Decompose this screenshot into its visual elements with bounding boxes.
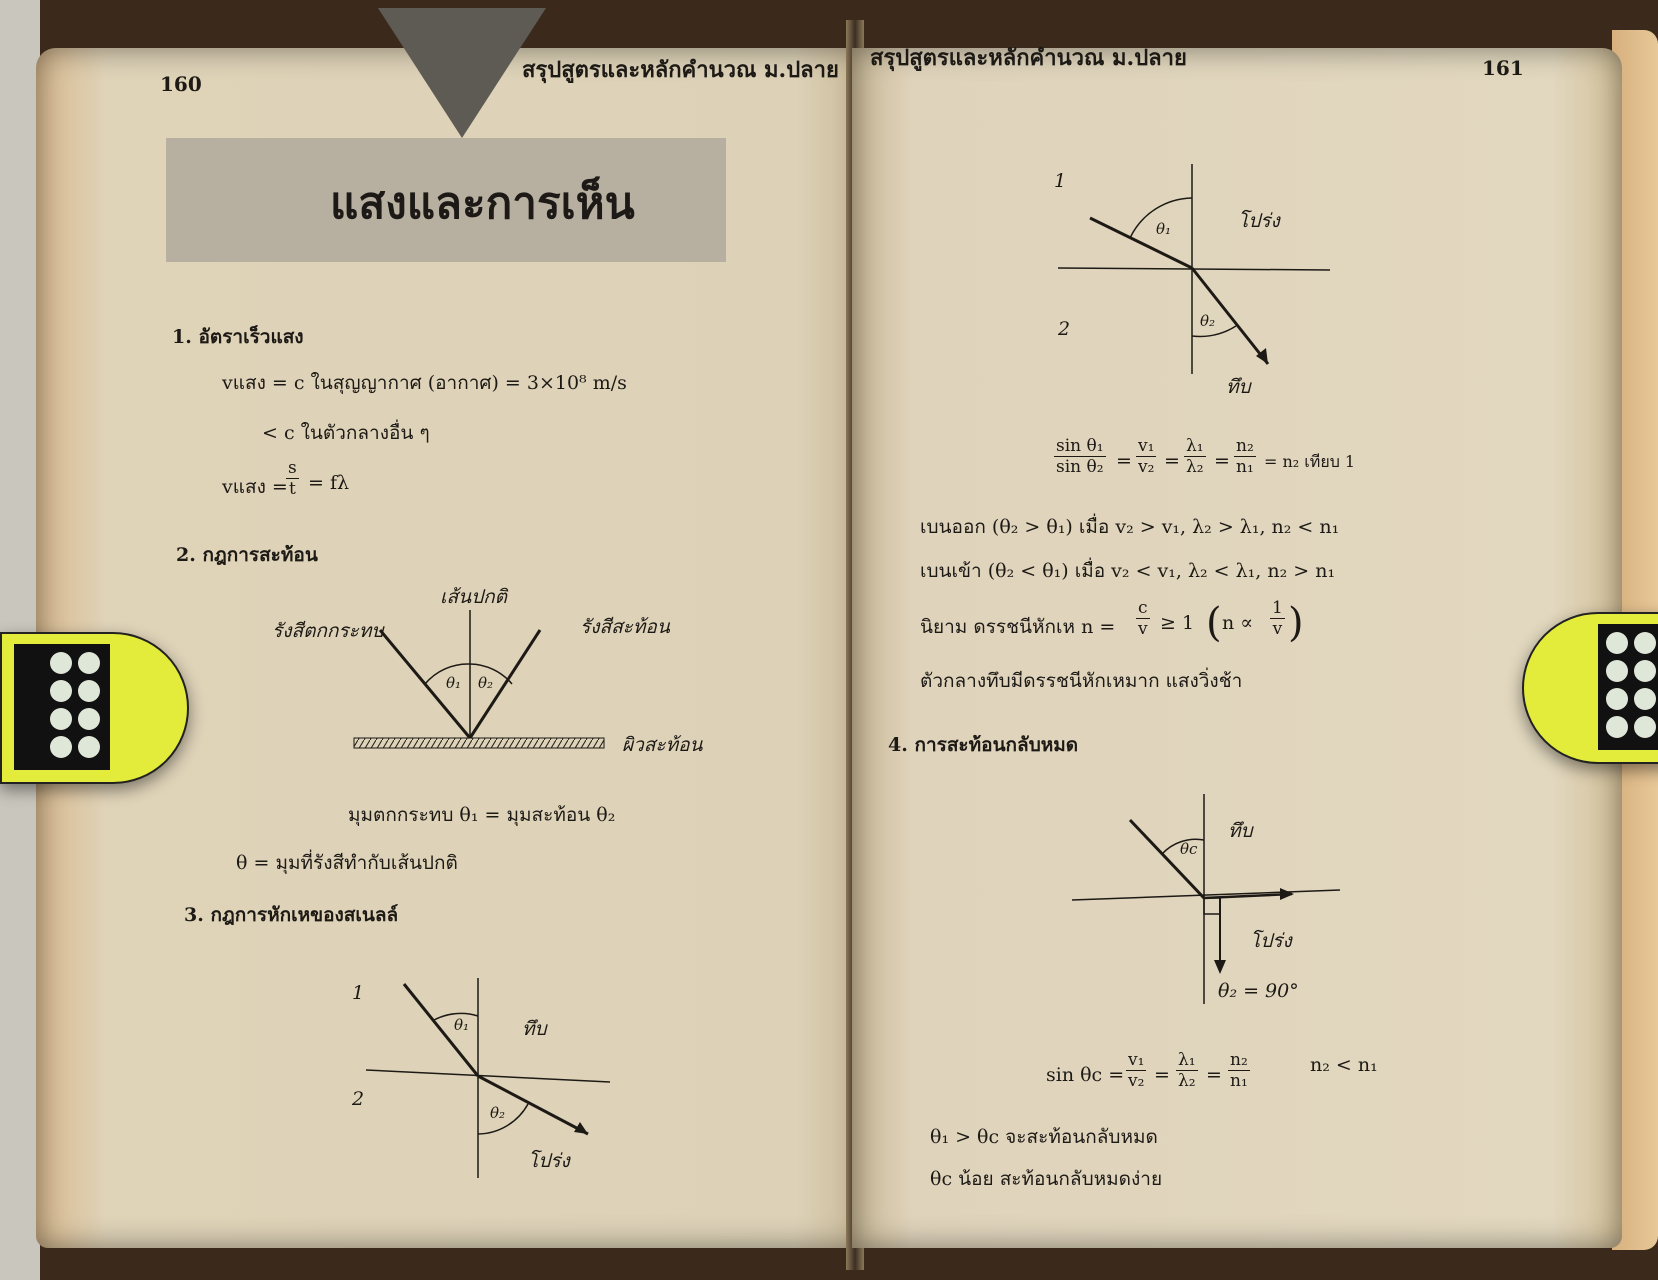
section-2-heading: 2. กฎการสะท้อน — [176, 544, 318, 566]
index-definition: นิยาม ดรรชนีหักเห n = — [920, 616, 1116, 638]
critical-angle-label: θc — [1180, 840, 1198, 858]
clip-pattern-right — [1598, 624, 1658, 750]
right-theta-2: θ₂ — [1200, 312, 1216, 330]
snell-eq-3: = — [1214, 450, 1230, 472]
snell-relative-index: = n₂ เทียบ 1 — [1264, 452, 1356, 471]
section-1-heading: 1. อัตราเร็วแสง — [172, 326, 304, 348]
section-4-heading: 4. การสะท้อนกลับหมด — [888, 734, 1079, 756]
index-open-paren: ( — [1206, 600, 1222, 646]
critical-frac-n — [1228, 1050, 1250, 1091]
snell-frac-sin-num: sin θ₁ — [1056, 436, 1104, 456]
chapter-title: แสงและการเห็น — [330, 178, 635, 229]
page-clip-left — [0, 632, 189, 784]
incident-ray-label: รังสีตกกระทบ — [272, 620, 384, 642]
snell-eq-1: = — [1116, 450, 1132, 472]
index-bound: ≥ 1 — [1160, 612, 1195, 634]
snell-frac-n — [1234, 436, 1256, 477]
critical-frac-v — [1126, 1050, 1146, 1091]
snell-diagram-right — [1054, 164, 1334, 384]
critical-condition: n₂ < n₁ — [1310, 1054, 1378, 1076]
speed-line-3-lhs: vแสง = — [222, 476, 288, 498]
reflection-law: มุมตกกระทบ θ₁ = มุมสะท้อน θ₂ — [348, 804, 616, 826]
index-fraction — [1136, 598, 1150, 639]
critical-frac-lambda-den: λ₂ — [1178, 1071, 1196, 1091]
tir-note-2: θc น้อย สะท้อนกลับหมดง่าย — [930, 1168, 1163, 1190]
critical-eq-lhs: sin θc = — [1046, 1064, 1125, 1086]
medium-1-label: 1 — [352, 982, 365, 1004]
critical-frac-lambda — [1176, 1050, 1198, 1091]
index-proportional: n ∝ — [1222, 612, 1254, 634]
normal-line-label: เส้นปกติ — [440, 586, 507, 608]
medium-2-label: 2 — [352, 1088, 365, 1110]
critical-frac-v-num: v₁ — [1128, 1050, 1145, 1070]
theta-1-label: θ₁ — [446, 674, 462, 692]
bend-in-rule: เบนเข้า (θ₂ < θ₁) เมื่อ v₂ < v₁, λ₂ < λ₁, n₂ > n₁ — [920, 560, 1336, 582]
page-number-right: 161 — [1482, 56, 1524, 80]
critical-frac-v-den: v₂ — [1128, 1071, 1145, 1091]
snell-eq-2: = — [1164, 450, 1180, 472]
speed-fraction — [286, 458, 299, 499]
snell-theta-1: θ₁ — [454, 1016, 470, 1034]
right-dense-label: ทึบ — [1226, 376, 1251, 398]
clip-pattern-left — [14, 644, 110, 770]
theta-2-label: θ₂ — [478, 674, 494, 692]
bend-out-rule: เบนออก (θ₂ > θ₁) เมื่อ v₂ > v₁, λ₂ > λ₁, n₂ < n₁ — [920, 516, 1340, 538]
snell-frac-sin-den: sin θ₂ — [1056, 457, 1104, 477]
header-triangle-decoration — [378, 8, 546, 138]
snell-frac-lambda-num: λ₁ — [1186, 436, 1204, 456]
snell-diagram-left — [360, 978, 620, 1178]
speed-line-3-rhs: = fλ — [308, 472, 350, 494]
total-internal-reflection-diagram — [1068, 790, 1348, 1010]
snell-frac-lambda — [1184, 436, 1206, 477]
running-header-right: สรุปสูตรและหลักคำนวณ ม.ปลาย — [870, 45, 1187, 71]
speed-line-2: < c ในตัวกลางอื่น ๆ — [262, 422, 430, 444]
snell-frac-n-den: n₁ — [1236, 457, 1254, 477]
tir-note-1: θ₁ > θc จะสะท้อนกลับหมด — [930, 1126, 1158, 1148]
page-number-left: 160 — [160, 72, 202, 96]
critical-eq-2: = — [1206, 1064, 1222, 1086]
speed-fraction-den: t — [288, 479, 296, 499]
tir-rare-label: โปร่ง — [1250, 930, 1292, 952]
critical-frac-lambda-num: λ₁ — [1178, 1050, 1196, 1070]
snell-frac-v — [1136, 436, 1156, 477]
angle-definition: θ = มุมที่รังสีทำกับเส้นปกติ — [236, 852, 458, 874]
right-theta-1: θ₁ — [1156, 220, 1172, 238]
index-prop-fraction-den: v — [1272, 619, 1283, 639]
right-rare-label: โปร่ง — [1238, 210, 1280, 232]
snell-frac-sin — [1054, 436, 1106, 477]
snell-frac-v-num: v₁ — [1138, 436, 1155, 456]
speed-fraction-num: s — [288, 458, 297, 478]
dense-medium-label: ทึบ — [522, 1018, 547, 1040]
critical-frac-n-num: n₂ — [1230, 1050, 1248, 1070]
snell-frac-v-den: v₂ — [1138, 457, 1155, 477]
theta-2-90-label: θ₂ = 90° — [1218, 980, 1299, 1002]
index-fraction-den: v — [1137, 619, 1148, 639]
reflected-ray-label: รังสีสะท้อน — [580, 616, 670, 638]
reflecting-surface-label: ผิวสะท้อน — [622, 734, 703, 756]
snell-theta-2: θ₂ — [490, 1104, 506, 1122]
dense-medium-note: ตัวกลางทึบมีดรรชนีหักเหมาก แสงวิ่งช้า — [920, 670, 1243, 692]
index-fraction-num: c — [1138, 598, 1148, 618]
speed-line-1: vแสง = c ในสุญญากาศ (อากาศ) = 3×10⁸ m/s — [222, 372, 627, 394]
tir-dense-label: ทึบ — [1228, 820, 1253, 842]
rare-medium-label: โปร่ง — [528, 1150, 570, 1172]
section-3-heading: 3. กฎการหักเหของสเนลล์ — [184, 904, 399, 926]
snell-frac-n-num: n₂ — [1236, 436, 1254, 456]
index-close-paren: ) — [1288, 600, 1304, 646]
running-header-left: สรุปสูตรและหลักคำนวณ ม.ปลาย — [522, 57, 839, 83]
right-medium-2-label: 2 — [1058, 318, 1071, 340]
right-medium-1-label: 1 — [1054, 170, 1067, 192]
snell-frac-lambda-den: λ₂ — [1186, 457, 1204, 477]
index-prop-fraction — [1270, 598, 1285, 639]
critical-eq-1: = — [1154, 1064, 1170, 1086]
critical-frac-n-den: n₁ — [1230, 1071, 1248, 1091]
index-prop-fraction-num: 1 — [1272, 598, 1283, 618]
